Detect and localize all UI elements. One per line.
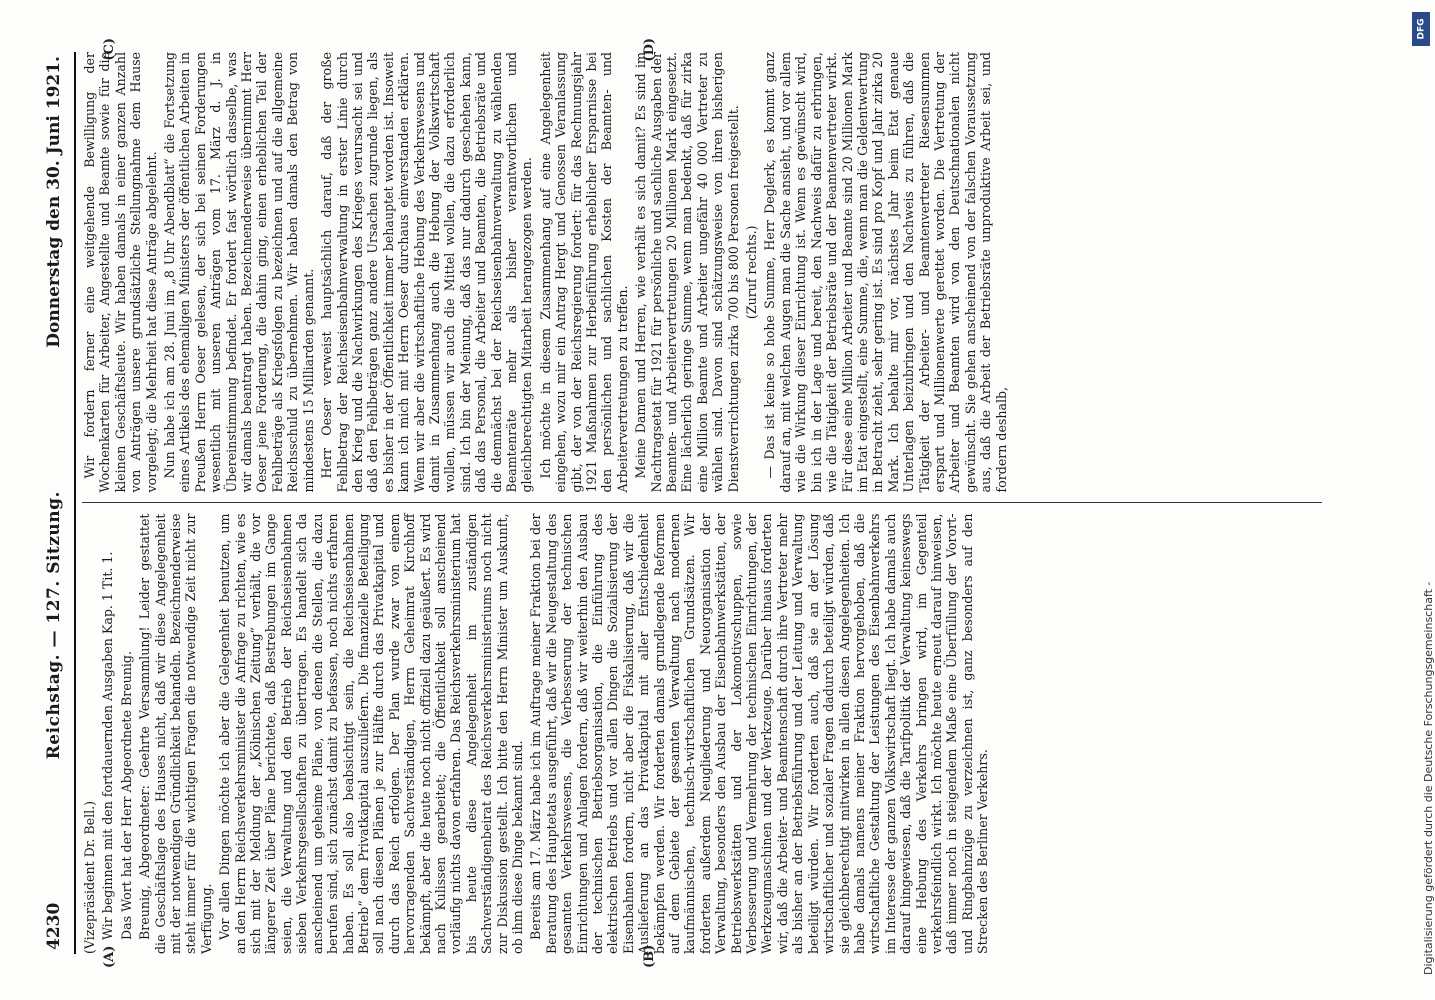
paragraph: Ich möchte in diesem Zusammenhang auf eine Angelegenheit eingehen, wozu mir ein Antrag Hergt und Genossen Veranlassung gibt, der von der Reichsregierung fordert: für das Rechnungsjahr 1921 Maßnahmen zur Herbeiführung erheblicher Ersparnisse bei den persönlichen und sachlichen Kosten der Beamten- und Arbeitervertretungen zu treffen.: [537, 52, 630, 493]
margin-marker-d: (D): [642, 38, 657, 62]
paragraph: Bereits am 17. März habe ich im Auftrage meiner Fraktion bei der Beratung des Hauptetats ausgeführt, daß wir die Neugestaltung des gesamten Verkehrswesens, die Verbesserung der technischen Einrichtungen und Anlagen fordern, daß wir weiterhin den Ausbau der technischen Betriebsorganisation, die Einführung des elektrischen Betriebs und vor allen Dingen die Sozialisierung der Eisenbahnen fordern, nicht aber die Fiskalisierung, daß wir die Auslieferung an das Privatkapital mit aller Entschiedenheit bekämpfen werden. Wir forderten damals grundlegende Reformen auf dem Gebiete der gesamten Verwaltung nach modernen kaufmännischen, technisch-wirtschaftlichen Grundsätzen. Wir forderten außerdem Neugliederung und Neuorganisation der Verwaltung, besonders den Ausbau der Eisenbahnwerkstätten, der Betriebswerkstätten und der Lokomotivschuppen, sowie Verbesserung und Vermehrung der technischen Einrichtungen, der Werkzeugmaschinen und der Werkzeuge. Darüber hinaus forderten wir, daß die Arbeiter- und Beamtenschaft durch ihre Vertreter mehr als bisher an der Betriebsführung und der Leitung und Verwaltung beteiligt würden. Wir forderten auch, daß sie an der Lösung wirtschaftlicher und sozialer Fragen dadurch beteiligt würden, daß sie gleichberechtigt mitwirken in allen diesen Angelegenheiten. Ich habe damals namens meiner Fraktion hervorgehoben, daß die wirtschaftliche Gestaltung der Leistungen des Eisenbahnverkehrs im Interesse der ganzen Volkswirtschaft liegt. Ich habe damals auch darauf hingewiesen, daß die Tarifpolitik der Verwaltung keineswegs eine Hebung des Verkehrs bringen wird, im Gegenteil verkehrsfeindlich wirkt. Ich möchte heute erneut darauf hinweisen, daß immer noch in steigendem Maße eine Überfüllung der Vorort- und Ringbahnzüge zu verzeichnen ist, ganz besonders auf den Strecken des Berliner Verkehrs.: [528, 513, 991, 954]
paragraph: Das Wort hat der Herr Abgeordnete Breunig.: [118, 651, 134, 940]
page-header: [44, 52, 76, 954]
interjection: (Zuruf rechts.): [744, 225, 760, 320]
dfg-badge-text: DFG: [1416, 18, 1427, 40]
margin-marker-c: (C): [102, 38, 117, 61]
text-columns: [82, 38, 1322, 968]
paragraph: Nun habe ich am 28. Juni im „8 Uhr Abendblatt“ die Fortsetzung eines Artikels des ehemaligen Ministers der öffentlichen Arbeiten in Preußen Herrn Oeser gelesen, der sich bei seinen Forderungen wesentlich mit unseren Anträgen vom 17. März d. J. in Übereinstimmung befindet. Er fordert fast wörtlich dasselbe, was wir damals beantragt haben. Bezeichnenderweise übernimmt Herr Oeser jene Forderung, die dahin ging, einen erheblichen Teil der Fehlbeträge als Kriegsfolgen zu bezeichnen und auf die allgemeine Reichsschuld zu übernehmen. Wir haben damals den Betrag von mindestens 15 Milliarden genannt.: [162, 52, 316, 493]
margin-marker-b: (B): [642, 944, 657, 968]
paragraph: Wir fordern ferner eine weitgehende Bewilligung der Wochenkarten für Arbeiter, Angestellte und Beamte sowie für die kleinen Geschäftsleute. Wir haben damals in einer ganzen Anzahl von Anträgen unsere grundsätzliche Stellungnahme dem Hause vorgelegt; die Mehrheit hat diese Anträge abgelehnt.: [82, 52, 159, 493]
paragraph: Wir beginnen mit den fortdauernden Ausgaben Kap. 1 Tit. 1.: [100, 551, 116, 940]
paragraph: Breunig, Abgeordneter: Geehrte Versammlung! Leider gestattet die Geschäftslage des Hauses nicht, daß wir diese Angelegenheit mit der notwendigen Gründlichkeit behandeln. Bezeichnenderweise steht immer für die wichtigen Fragen die notwendige Zeit nicht zur Verfügung.: [137, 513, 214, 954]
session-title: Reichstag. — 127. Sitzung.: [44, 491, 64, 760]
right-column: [82, 38, 1322, 504]
margin-marker-a: (A): [102, 945, 117, 968]
paragraph: Meine Damen und Herren, wie verhält es sich damit? Es sind im Nachtragsetat für 1921 für persönliche und sachliche Ausgaben der Beamten- und Arbeitervertretungen 20 Millionen Mark eingesetzt. Eine lächerlich geringe Summe, wenn man bedenkt, daß für zirka eine Million Beamte und Arbeiter ungefähr 40 000 Vertreter zu wählen sind. Davon sind schätzungsweise von ihren bisherigen Dienstverrichtungen zirka 700 bis 800 Personen freigestellt.: [633, 52, 741, 493]
digitization-credit: [1408, 10, 1435, 990]
paragraph: (Vizepräsident Dr. Bell.): [82, 800, 97, 954]
left-column: [82, 504, 1322, 968]
paragraph: — Das ist keine so hohe Summe, Herr Deglerk, es kommt ganz darauf an, mit welchen Augen man die Sache ansieht, und vor allem wie die Wirkung dieser Einrichtung ist. Wenn es gewünscht wird, bin ich in der Lage und bereit, den Nachweis dafür zu erbringen, wie die Tätigkeit der Betriebsräte und der Beamtenvertreter wirkt. Für diese eine Million Arbeiter und Beamte sind 20 Millionen Mark im Etat eingestellt, eine Summe, die, wenn man die Geldentwertung in Betracht zieht, sehr gering ist. Es sind pro Kopf und Jahr zirka 20 Mark. Ich behalte mir vor, nächstes Jahr beim Etat genaue Unterlagen beizubringen und den Nachweis zu führen, daß die Tätigkeit der Arbeiter- und Beamtenvertreter Riesensummen erspart und Millionenwerte gerettet worden. Die Vertretung der Arbeiter und Beamten wird von den Deutschnationalen nicht gewünscht. Sie gehen anscheinend von der falschen Voraussetzung aus, daß die Arbeit der Betriebsräte unproduktive Arbeit sei, und fordern deshalb,: [762, 52, 1009, 493]
rotated-page: [34, 38, 1344, 968]
page-number: 4230: [44, 902, 64, 950]
paragraph: Vor allen Dingen möchte ich aber die Gelegenheit benutzen, um an den Herrn Reichsverkehrsminister die Anfrage zu richten, wie es sich mit der Meldung der „Kölnischen Zeitung“ verhält, die vor längerer Zeit über Pläne berichtete, daß Bestrebungen im Gange seien, die Verwaltung und den Betrieb der Reichseisenbahnen sieben Verkehrsgesellschaften zu übertragen. Es handelt sich da anscheinend um geheime Pläne, von denen die Stellen, die dazu berufen sind, sich zunächst damit zu befassen, noch nichts erfahren haben. Es soll also beabsichtigt sein, die Reichseisenbahnen Betrieb“ dem Privatkapital auszuliefern. Die finanzielle Beteiligung soll nach diesen Plänen je zur Hälfte durch das Privatkapital und durch das Reich erfolgen. Der Plan wurde zwar von einem hervorragenden Sachverständigen, Herrn Geheimrat Kirchhoff bekämpft, aber die heute noch nicht offiziell dazu geäußert. Es wird nach Kulissen gearbeitet; die Öffentlichkeit soll anscheinend vorläufig nichts davon erfahren. Das Reichsverkehrsministerium hat bis heute diese Angelegenheit im zuständigen Sachverständigenbeirat des Reichsverkehrsministeriums noch nicht zur Diskussion gestellt. Ich bitte den Herrn Minister um Auskunft, ob ihm diese Dinge bekannt sind.: [217, 513, 525, 954]
credit-text: Digitalisierung gefördert durch die Deutsche Forschungsgemeinschaft -: [1422, 581, 1435, 975]
session-date: Donnerstag den 30. Juni 1921.: [44, 56, 64, 348]
paragraph: Herr Oeser verweist hauptsächlich darauf, daß der große Fehlbetrag der Reichseisenbahnverwaltung in erster Linie durch den Krieg und die Nachwirkungen des Krieges verursacht sei und daß den Fehlbeträgen ganz andere Ursachen zugrunde liegen, als es bisher in der Öffentlichkeit immer behauptet worden ist. Insoweit kann ich mich mit Herrn Oeser durchaus einverstanden erklären. Wenn wir aber die wirtschaftliche Hebung des Verkehrswesens und damit in Zusammenhang auch die Hebung der Volkswirtschaft wollen, müssen wir auch die Mittel wollen, die dazu erforderlich sind. Ich bin der Meinung, daß das nur dadurch geschehen kann, daß das Personal, die Arbeiter und Beamten, die Betriebsräte und die demnächst bei der Reichseisenbahnverwaltung zu wählenden Beamtenräte mehr als bisher verantwortlichen und gleichberechtigten Mitarbeit herangezogen werden.: [319, 52, 535, 493]
